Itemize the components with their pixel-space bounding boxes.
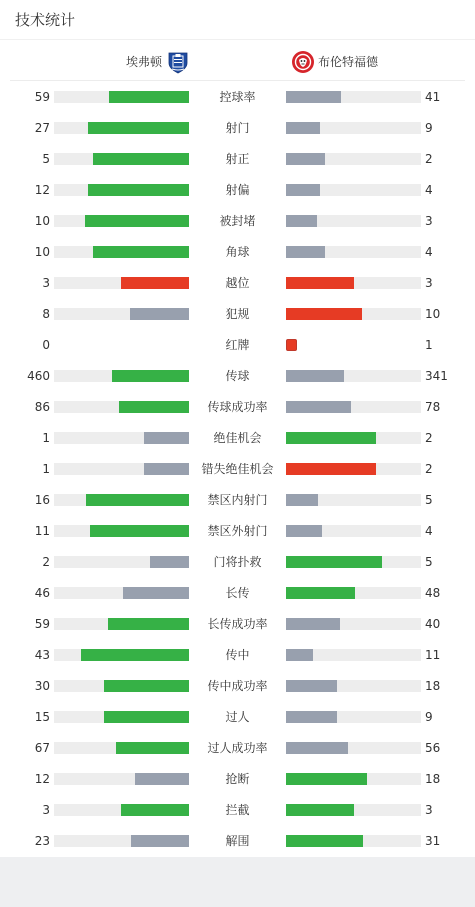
- home-stat-bar-track: [54, 556, 189, 568]
- home-stat-value: 1: [42, 462, 50, 476]
- home-stat-value: 16: [34, 493, 50, 507]
- away-stat-bar-track: [286, 401, 421, 413]
- home-stat-value: 46: [34, 586, 50, 600]
- home-stat-bar-track: [54, 835, 189, 847]
- away-stat-bar-track: [286, 494, 421, 506]
- home-stat-value: 10: [34, 214, 50, 228]
- away-stat-value: 48: [425, 586, 441, 600]
- stat-row: [0, 112, 475, 143]
- stat-row: [0, 484, 475, 515]
- home-stat-value: 3: [42, 276, 50, 290]
- home-stat-bar: [121, 277, 189, 289]
- stat-row: [0, 608, 475, 639]
- home-stat-bar: [108, 618, 189, 630]
- away-stat-bar: [286, 742, 348, 754]
- home-stat-bar: [109, 91, 189, 103]
- away-stat-bar: [286, 494, 318, 506]
- home-stat-value: 11: [34, 524, 50, 538]
- away-stat-value: 2: [425, 152, 433, 166]
- stat-row: [0, 794, 475, 825]
- stat-row: [0, 360, 475, 391]
- stat-label: 禁区外射门: [207, 524, 268, 538]
- home-stat-value: 23: [34, 834, 50, 848]
- away-stat-bar-track: [286, 525, 421, 537]
- away-stat-bar: [286, 215, 317, 227]
- away-stat-bar-track: [286, 308, 421, 320]
- home-stat-bar: [93, 246, 189, 258]
- home-stat-value: 12: [34, 772, 50, 786]
- home-team[interactable]: [126, 50, 190, 74]
- away-stat-bar-track: [286, 370, 421, 382]
- away-stat-value: 5: [425, 555, 433, 569]
- away-stat-bar-track: [286, 215, 421, 227]
- home-stat-bar: [104, 711, 189, 723]
- home-stat-bar: [144, 463, 189, 475]
- away-stat-bar-track: [286, 711, 421, 723]
- home-stat-value: 27: [34, 121, 50, 135]
- away-stat-value: 341: [425, 369, 448, 383]
- stat-row: [0, 670, 475, 701]
- stat-label: 解围: [225, 834, 250, 848]
- home-stat-value: 8: [42, 307, 50, 321]
- away-stat-bar-track: [286, 339, 421, 351]
- home-stat-bar: [81, 649, 189, 661]
- away-stat-bar: [286, 680, 337, 692]
- stat-row: [0, 174, 475, 205]
- home-stat-bar-track: [54, 587, 189, 599]
- home-stat-bar: [116, 742, 189, 754]
- away-stat-value: 78: [425, 400, 441, 414]
- away-stat-bar-track: [286, 556, 421, 568]
- stat-label: 射门: [225, 121, 250, 135]
- away-stat-value: 18: [425, 679, 441, 693]
- stat-row: [0, 205, 475, 236]
- home-stat-bar-track: [54, 432, 189, 444]
- stat-label: 角球: [225, 245, 250, 259]
- home-stat-value: 43: [34, 648, 50, 662]
- stat-label: 越位: [225, 276, 250, 290]
- away-stat-bar: [286, 308, 362, 320]
- stat-label: 绝佳机会: [213, 431, 262, 445]
- away-stat-bar: [286, 401, 351, 413]
- stat-row: [0, 329, 475, 360]
- stat-label: 门将扑救: [213, 555, 262, 569]
- home-stat-bar: [144, 432, 189, 444]
- home-stat-bar: [93, 153, 189, 165]
- home-stat-value: 0: [42, 338, 50, 352]
- stat-label: 传中成功率: [207, 679, 268, 693]
- stats-list: [0, 81, 475, 856]
- home-stat-bar-track: [54, 773, 189, 785]
- away-stat-bar: [286, 432, 376, 444]
- home-team-name: 埃弗顿: [126, 55, 163, 69]
- away-stat-bar-track: [286, 649, 421, 661]
- away-stat-value: 10: [425, 307, 441, 321]
- page-title: 技术统计: [15, 11, 76, 29]
- away-stat-value: 31: [425, 834, 441, 848]
- stat-label: 拦截: [225, 803, 250, 817]
- away-stat-bar: [286, 804, 354, 816]
- stat-label: 长传: [225, 586, 250, 600]
- home-stat-bar: [130, 308, 189, 320]
- home-stat-bar: [150, 556, 189, 568]
- home-stat-bar: [86, 494, 189, 506]
- home-stat-bar-track: [54, 618, 189, 630]
- home-stat-bar-track: [54, 680, 189, 692]
- home-stat-bar-track: [54, 494, 189, 506]
- away-team[interactable]: [291, 50, 378, 74]
- away-stat-value: 56: [425, 741, 441, 755]
- stat-label: 传中: [225, 648, 250, 662]
- away-stat-value: 3: [425, 803, 433, 817]
- away-stat-bar: [286, 91, 341, 103]
- home-stat-bar-track: [54, 277, 189, 289]
- home-stat-bar-track: [54, 122, 189, 134]
- stat-label: 射偏: [225, 183, 250, 197]
- home-stat-bar-track: [54, 804, 189, 816]
- stat-label: 禁区内射门: [207, 493, 268, 507]
- away-stat-bar: [286, 525, 322, 537]
- stat-label: 犯规: [225, 307, 250, 321]
- home-stat-value: 10: [34, 245, 50, 259]
- away-stat-bar: [286, 153, 325, 165]
- home-stat-bar-track: [54, 91, 189, 103]
- away-stat-bar-track: [286, 122, 421, 134]
- away-stat-value: 5: [425, 493, 433, 507]
- home-stat-bar: [123, 587, 189, 599]
- stat-row: [0, 298, 475, 329]
- panel-header: [0, 0, 475, 40]
- away-stat-bar-track: [286, 680, 421, 692]
- home-stat-bar-track: [54, 370, 189, 382]
- away-stat-bar-track: [286, 432, 421, 444]
- away-stat-bar-track: [286, 587, 421, 599]
- home-stat-bar-track: [54, 215, 189, 227]
- home-stat-value: 86: [34, 400, 50, 414]
- home-stat-bar: [88, 122, 189, 134]
- stat-label: 抢断: [225, 772, 250, 786]
- home-stat-bar-track: [54, 401, 189, 413]
- away-stat-value: 3: [425, 276, 433, 290]
- home-stat-value: 59: [34, 90, 50, 104]
- home-stat-value: 3: [42, 803, 50, 817]
- away-stat-bar-track: [286, 463, 421, 475]
- away-stat-bar: [286, 649, 313, 661]
- away-stat-value: 9: [425, 121, 433, 135]
- home-stat-value: 59: [34, 617, 50, 631]
- home-stat-value: 30: [34, 679, 50, 693]
- away-stat-bar-track: [286, 773, 421, 785]
- home-stat-bar: [135, 773, 189, 785]
- home-stat-value: 460: [27, 369, 50, 383]
- away-stat-bar-track: [286, 618, 421, 630]
- stat-row: [0, 763, 475, 794]
- away-stat-bar-track: [286, 246, 421, 258]
- away-stat-value: 1: [425, 338, 433, 352]
- stat-row: [0, 546, 475, 577]
- teams-header: [10, 41, 465, 81]
- home-stat-bar-track: [54, 339, 189, 351]
- stat-label: 错失绝佳机会: [201, 462, 274, 476]
- home-stat-bar-track: [54, 463, 189, 475]
- stat-row: [0, 732, 475, 763]
- stat-label: 长传成功率: [207, 617, 268, 631]
- away-stat-bar-track: [286, 804, 421, 816]
- away-stat-bar: [286, 122, 320, 134]
- home-stat-bar-track: [54, 153, 189, 165]
- away-stat-bar-track: [286, 91, 421, 103]
- home-stat-bar-track: [54, 525, 189, 537]
- stat-label: 过人成功率: [207, 741, 268, 755]
- home-stat-value: 2: [42, 555, 50, 569]
- home-stat-bar-track: [54, 649, 189, 661]
- stat-row: [0, 515, 475, 546]
- away-stat-bar: [286, 773, 367, 785]
- stat-row: [0, 422, 475, 453]
- home-stat-bar: [85, 215, 189, 227]
- home-stat-value: 15: [34, 710, 50, 724]
- away-stat-bar: [286, 463, 376, 475]
- home-stat-value: 12: [34, 183, 50, 197]
- away-stat-bar: [286, 184, 320, 196]
- away-team-name: 布伦特福德: [318, 55, 379, 69]
- stat-label: 红牌: [225, 338, 250, 352]
- home-stat-bar: [104, 680, 189, 692]
- away-stat-bar-track: [286, 184, 421, 196]
- away-stat-bar: [286, 711, 337, 723]
- away-stat-bar: [286, 556, 382, 568]
- home-stat-value: 1: [42, 431, 50, 445]
- away-stat-bar: [286, 587, 355, 599]
- home-stat-bar: [121, 804, 189, 816]
- stat-row: [0, 577, 475, 608]
- stat-row: [0, 236, 475, 267]
- home-stat-bar-track: [54, 711, 189, 723]
- away-stat-bar: [286, 277, 354, 289]
- away-stat-value: 4: [425, 524, 433, 538]
- home-stat-bar-track: [54, 246, 189, 258]
- stat-row: [0, 825, 475, 856]
- home-stat-bar-track: [54, 184, 189, 196]
- away-stat-bar: [286, 370, 344, 382]
- stat-row: [0, 267, 475, 298]
- away-stat-bar: [286, 835, 363, 847]
- away-stat-bar: [286, 246, 325, 258]
- away-stat-bar-track: [286, 277, 421, 289]
- stat-label: 射正: [225, 152, 250, 166]
- home-stat-bar-track: [54, 742, 189, 754]
- stat-row: [0, 81, 475, 112]
- home-stat-value: 5: [42, 152, 50, 166]
- stat-row: [0, 391, 475, 422]
- away-stat-value: 11: [425, 648, 441, 662]
- stat-label: 过人: [225, 710, 250, 724]
- home-stat-value: 67: [34, 741, 50, 755]
- stat-row: [0, 453, 475, 484]
- everton-crest-icon: [166, 50, 190, 74]
- home-stat-bar: [131, 835, 189, 847]
- away-stat-value: 2: [425, 462, 433, 476]
- away-stat-value: 4: [425, 183, 433, 197]
- away-stat-bar: [286, 339, 297, 351]
- away-stat-bar-track: [286, 742, 421, 754]
- stat-row: [0, 639, 475, 670]
- away-stat-value: 3: [425, 214, 433, 228]
- brentford-crest-icon: [291, 50, 315, 74]
- stat-row: [0, 143, 475, 174]
- stat-label: 传球: [225, 369, 250, 383]
- away-stat-bar-track: [286, 153, 421, 165]
- away-stat-value: 41: [425, 90, 441, 104]
- away-stat-bar-track: [286, 835, 421, 847]
- away-stat-bar: [286, 618, 340, 630]
- home-stat-bar: [112, 370, 189, 382]
- stat-label: 被封堵: [219, 214, 256, 228]
- stat-label: 控球率: [219, 90, 256, 104]
- home-stat-bar: [119, 401, 189, 413]
- away-stat-value: 40: [425, 617, 441, 631]
- away-stat-value: 9: [425, 710, 433, 724]
- away-stat-value: 18: [425, 772, 441, 786]
- stat-label: 传球成功率: [207, 400, 268, 414]
- stat-row: [0, 701, 475, 732]
- home-stat-bar-track: [54, 308, 189, 320]
- away-stat-value: 4: [425, 245, 433, 259]
- away-stat-value: 2: [425, 431, 433, 445]
- home-stat-bar: [88, 184, 189, 196]
- home-stat-bar: [90, 525, 189, 537]
